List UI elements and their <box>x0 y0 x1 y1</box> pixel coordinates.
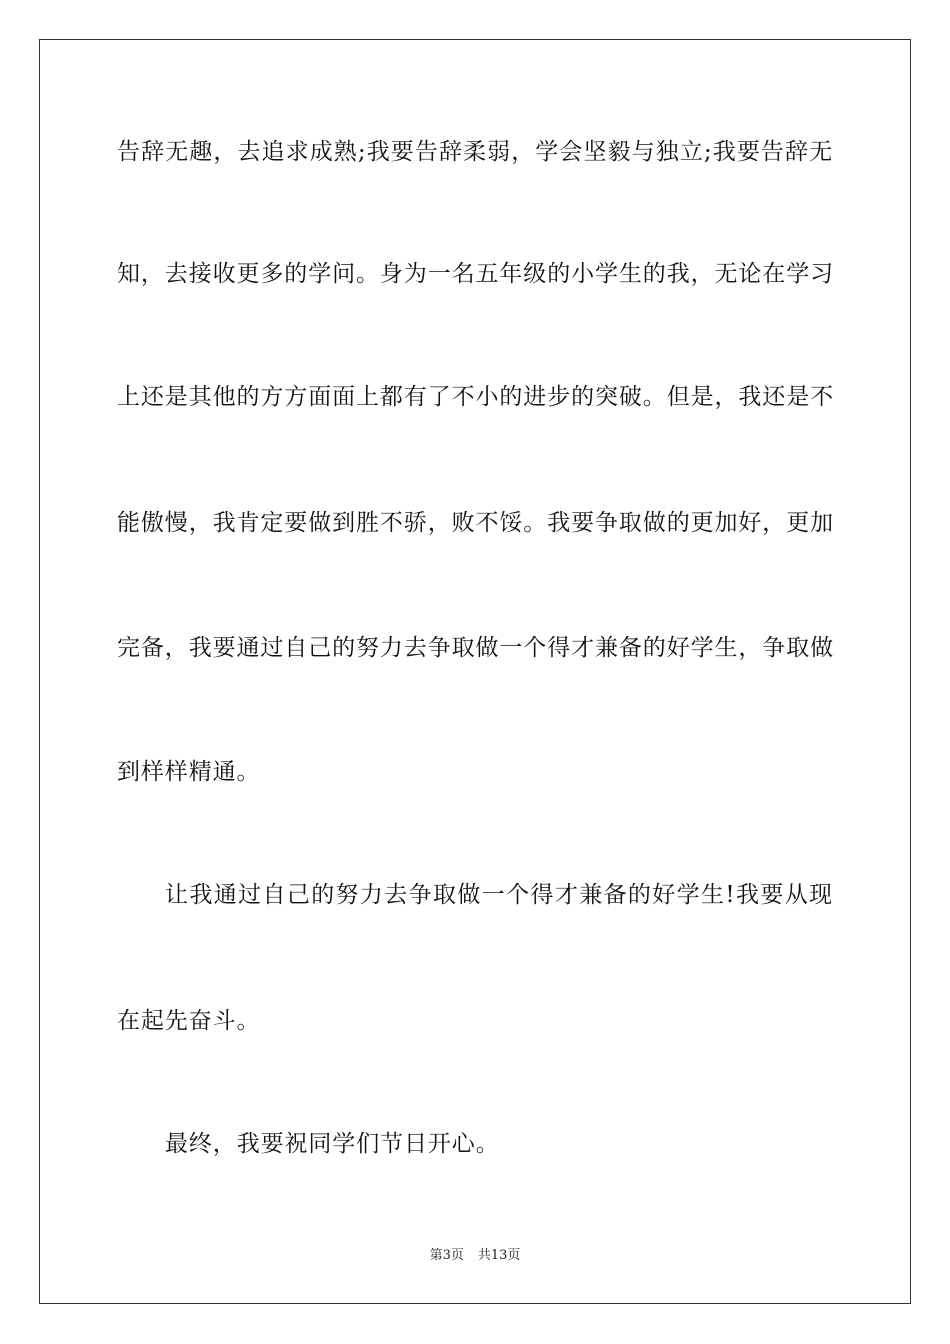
page-number: 第3页 <box>429 1248 464 1263</box>
paragraph-line: 让我通过自己的努力去争取做一个得才兼备的好学生!我要从现 <box>165 882 833 908</box>
paragraph-line: 告辞无趣，去追求成熟;我要告辞柔弱，学会坚毅与独立;我要告辞无 <box>117 139 833 165</box>
paragraph-line: 知，去接收更多的学问。身为一名五年级的小学生的我，无论在学习 <box>117 261 834 287</box>
paragraph-line: 能傲慢，我肯定要做到胜不骄，败不馁。我要争取做的更加好，更加 <box>117 510 834 536</box>
page-footer <box>0 1247 950 1265</box>
paragraph-line: 最终，我要祝同学们节日开心。 <box>165 1131 500 1157</box>
page-total: 共13页 <box>477 1248 521 1263</box>
paragraph-line: 在起先奋斗。 <box>117 1008 261 1034</box>
paragraph-line: 完备，我要通过自己的努力去争取做一个得才兼备的好学生，争取做 <box>117 635 834 661</box>
page-border <box>39 39 911 1304</box>
paragraph-line: 上还是其他的方方面面上都有了不小的进步的突破。但是，我还是不 <box>117 384 834 410</box>
paragraph-line: 到样样精通。 <box>117 759 261 785</box>
